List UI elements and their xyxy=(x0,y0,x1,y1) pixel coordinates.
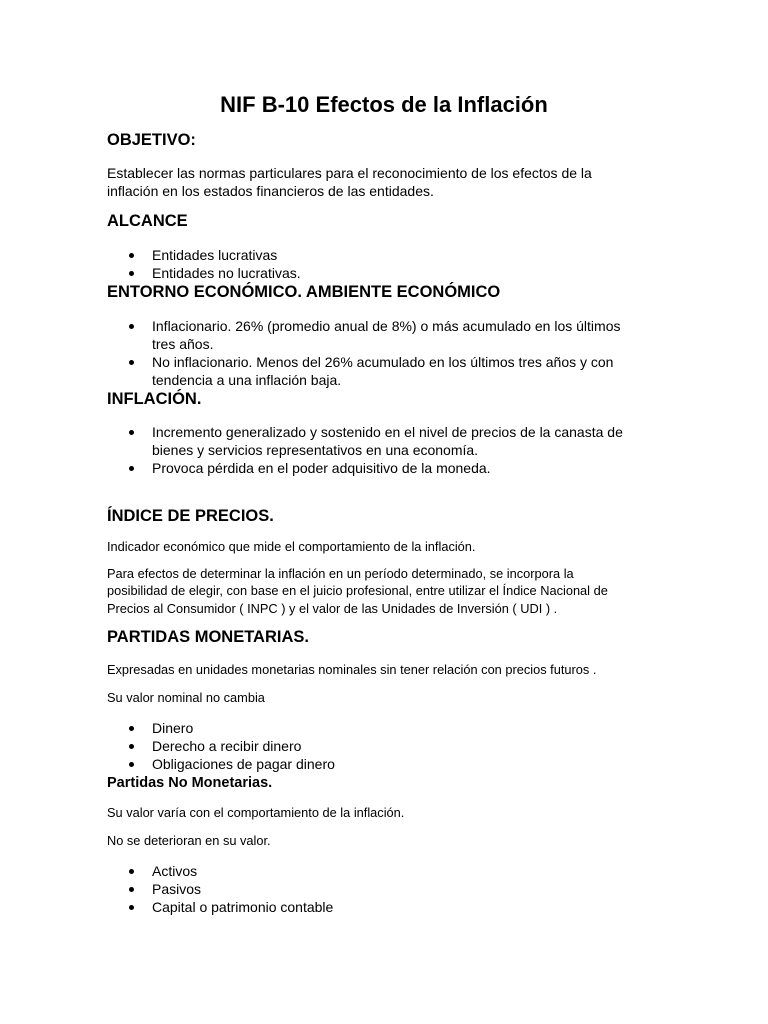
indice-para-2-line-2: posibilidad de elegir, con base en el juicio profesional, entre utilizar el Índice Nacional de xyxy=(107,583,608,598)
bullet-icon xyxy=(129,360,134,365)
list-item: No inflacionario. Menos del 26% acumulado en los últimos tres años y con tendencia a una inflación baja. xyxy=(107,353,620,389)
bullet-icon xyxy=(129,430,134,435)
indice-para-2-line-1: Para efectos de determinar la inflación en un período determinado, se incorpora la xyxy=(107,566,574,581)
no-monetarias-para-1: Su valor varía con el comportamiento de la inflación. xyxy=(107,805,405,820)
list-item: Provoca pérdida en el poder adquisitivo de la moneda. xyxy=(107,459,623,477)
bullet-icon xyxy=(129,887,134,892)
list-item: Inflacionario. 26% (promedio anual de 8%) o más acumulado en los últimos tres años. xyxy=(107,317,620,353)
inflacion-list xyxy=(107,423,623,477)
list-item: Capital o patrimonio contable xyxy=(107,898,333,916)
list-item: Dinero xyxy=(107,719,335,737)
entorno-list xyxy=(107,317,620,389)
bullet-icon xyxy=(129,253,134,258)
monetarias-para-1: Expresadas en unidades monetarias nominales sin tener relación con precios futuros . xyxy=(107,662,597,677)
objetivo-line-2: inflación en los estados financieros de las entidades. xyxy=(107,183,434,199)
list-item: Pasivos xyxy=(107,880,333,898)
monetarias-heading: PARTIDAS MONETARIAS. xyxy=(107,628,309,646)
indice-para-2-line-3: Precios al Consumidor ( INPC ) y el valor de las Unidades de Inversión ( UDI ) . xyxy=(107,601,558,616)
bullet-icon xyxy=(129,744,134,749)
list-item: Derecho a recibir dinero xyxy=(107,737,335,755)
alcance-list xyxy=(107,246,301,282)
bullet-icon xyxy=(129,905,134,910)
list-item: Activos xyxy=(107,862,333,880)
list-item: Entidades no lucrativas. xyxy=(107,264,301,282)
bullet-icon xyxy=(129,324,134,329)
inflacion-heading: INFLACIÓN. xyxy=(107,390,202,408)
bullet-icon xyxy=(129,869,134,874)
list-item: Obligaciones de pagar dinero xyxy=(107,755,335,773)
bullet-icon xyxy=(129,762,134,767)
list-item: Entidades lucrativas xyxy=(107,246,301,264)
bullet-icon xyxy=(129,726,134,731)
entorno-heading: ENTORNO ECONÓMICO. AMBIENTE ECONÓMICO xyxy=(107,283,501,301)
monetarias-list xyxy=(107,719,335,773)
bullet-icon xyxy=(129,271,134,276)
no-monetarias-list xyxy=(107,862,333,916)
objetivo-line-1: Establecer las normas particulares para el reconocimiento de los efectos de la xyxy=(107,165,592,181)
no-monetarias-para-2: No se deterioran en su valor. xyxy=(107,833,271,848)
bullet-icon xyxy=(129,466,134,471)
indice-heading: ÍNDICE DE PRECIOS. xyxy=(107,507,274,525)
indice-para-1: Indicador económico que mide el comportamiento de la inflación. xyxy=(107,539,476,554)
page-title: NIF B-10 Efectos de la Inflación xyxy=(220,92,548,117)
monetarias-para-2: Su valor nominal no cambia xyxy=(107,690,265,705)
no-monetarias-heading: Partidas No Monetarias. xyxy=(107,775,273,791)
alcance-heading: ALCANCE xyxy=(107,212,188,230)
list-item: Incremento generalizado y sostenido en el nivel de precios de la canasta de bienes y servicios representativos en una economía. xyxy=(107,423,623,459)
objetivo-heading: OBJETIVO: xyxy=(107,131,196,149)
